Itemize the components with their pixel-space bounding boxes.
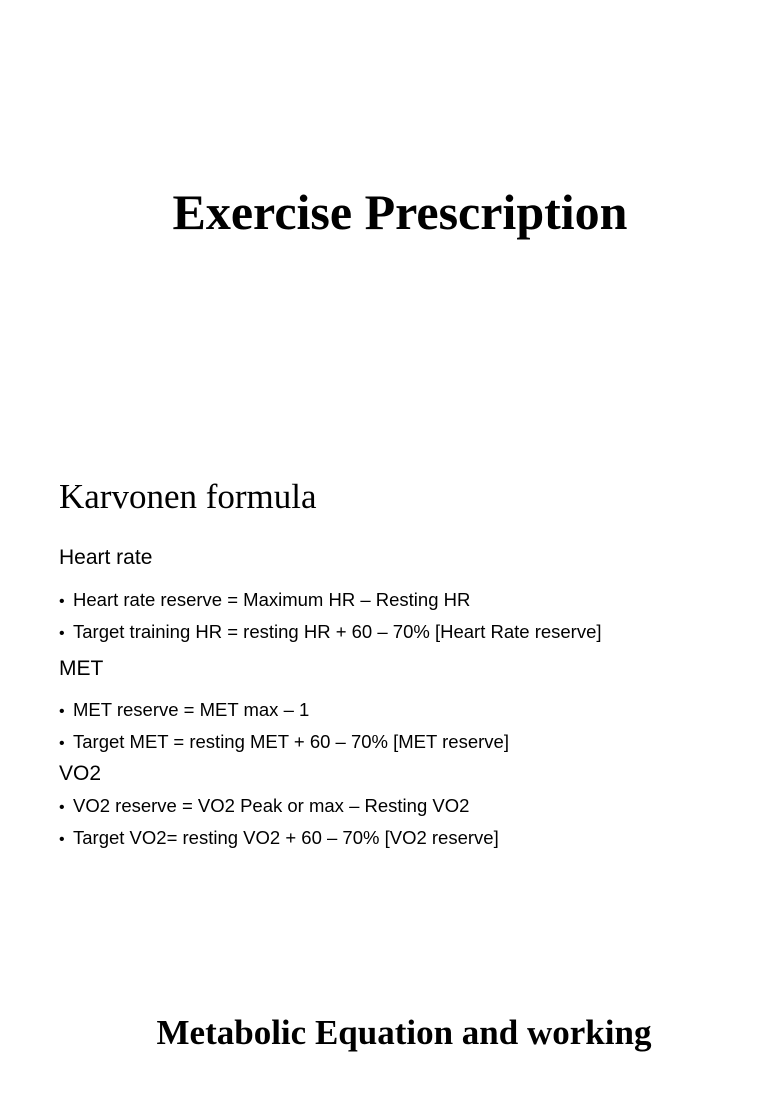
bullet-icon: • (59, 625, 65, 642)
next-slide (0, 1000, 768, 1100)
slide-heading: Karvonen formula (59, 477, 317, 516)
next-slide-title: Metabolic Equation and working (156, 1013, 652, 1052)
bullet-target-met (59, 730, 509, 756)
presentation-title: Exercise Prescription (172, 184, 628, 240)
bullet-heart-rate-reserve (59, 588, 470, 614)
bullet-target-training-hr (59, 620, 602, 646)
bullet-text: Target VO2= resting VO2 + 60 – 70% [VO2 reserve] (73, 827, 499, 848)
section-label-heart-rate: Heart rate (59, 546, 153, 569)
title-slide (0, 0, 768, 440)
bullet-met-reserve (59, 698, 309, 724)
bullet-icon: • (59, 593, 65, 610)
bullet-text: VO2 reserve = VO2 Peak or max – Resting VO2 (73, 795, 470, 816)
bullet-icon: • (59, 735, 65, 752)
bullet-text: MET reserve = MET max – 1 (73, 699, 310, 720)
bullet-vo2-reserve (59, 794, 469, 820)
section-label-met: MET (59, 657, 104, 680)
bullet-icon: • (59, 831, 65, 848)
bullet-text: Heart rate reserve = Maximum HR – Resting HR (73, 589, 471, 610)
section-label-vo2: VO2 (59, 762, 102, 785)
bullet-icon: • (59, 799, 65, 816)
bullet-text: Target training HR = resting HR + 60 – 70% [Heart Rate reserve] (73, 621, 602, 642)
bullet-text: Target MET = resting MET + 60 – 70% [MET reserve] (73, 731, 509, 752)
bullet-icon: • (59, 703, 65, 720)
bullet-target-vo2 (59, 826, 499, 852)
karvonen-slide (0, 440, 768, 1000)
